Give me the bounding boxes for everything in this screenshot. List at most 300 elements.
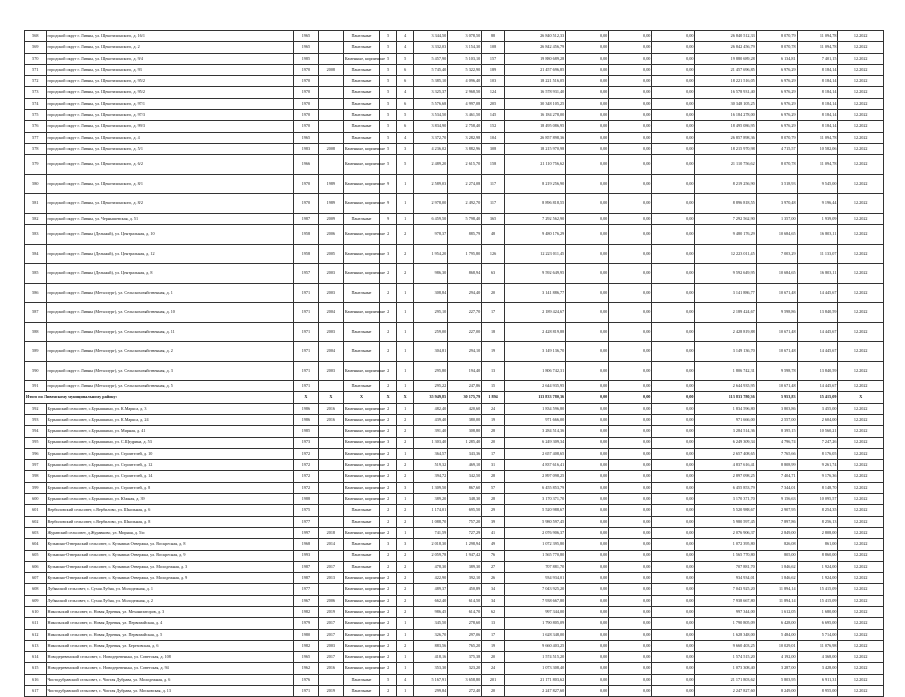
federal-funds-cell: 0,00 [566,283,609,303]
year-renovated-cell [318,550,343,561]
residents-cell: 365 [482,213,505,224]
year-renovated-cell: 2018 [318,527,343,538]
year-renovated-cell [318,584,343,595]
address-cell: городской округ г. Ливны, ул. Щекотихинского, д. 97/1 [46,98,293,109]
residents-cell: 39 [482,516,505,527]
unit-cost-cell: 7 765,66 [756,448,797,459]
floors-cell: 2 [380,607,397,618]
planned-date-cell: 12.2022 [838,663,884,674]
federal-funds-cell: 0,00 [566,561,609,572]
row-number-cell: 591 [25,381,47,392]
year-built-cell: 1967 [293,595,318,606]
repair-cost-cell: 16 578 931,40 [504,87,565,98]
year-built-cell: 1997 [293,527,318,538]
local-funds-cell: 0,00 [652,640,695,651]
federal-funds-cell: 0,00 [566,303,609,323]
living-area-cell: 1 795,80 [448,244,482,264]
wall-material-cell: Панельные [343,76,379,87]
floors-cell: 5 [380,121,397,132]
entrances-cell: 4 [397,31,414,42]
total-area-cell: 1 174,01 [414,505,448,516]
row-number-cell: 612 [25,629,47,640]
regional-funds-cell: 0,00 [609,53,652,64]
wall-material-cell: Каменные, кирпичные [343,607,379,618]
regional-funds-cell: 0,00 [609,110,652,121]
year-renovated-cell [318,121,343,132]
year-renovated-cell [318,42,343,53]
total-area-cell: 5 576,68 [414,98,448,109]
regional-funds-cell: 0,00 [609,505,652,516]
table-row [25,194,884,214]
residents-cell: 62 [482,607,505,618]
entrances-cell: 2 [397,437,414,448]
year-built-cell: 1971 [293,381,318,392]
year-renovated-cell: 2006 [318,225,343,245]
repair-cost-cell: 4 837 616,41 [504,460,565,471]
wall-material-cell: Каменные, кирпичные [343,471,379,482]
residents-cell: 41 [482,527,505,538]
owner-funds-cell: 1 628 348,00 [695,629,756,640]
entrances-cell: 1 [397,174,414,194]
living-area-cell: 278,60 [448,618,482,629]
entrances-cell: 1 [397,448,414,459]
owner-funds-cell: 2 644 935,95 [695,381,756,392]
year-built-cell: 1962 [293,663,318,674]
repair-cost-cell: 2 657 408,65 [504,448,565,459]
federal-funds-cell: 0,00 [566,110,609,121]
wall-material-cell: Панельные [343,31,379,42]
table-row [25,607,884,618]
total-area-cell: 2 059,78 [414,550,448,561]
repair-cost-cell: 9 480 176,29 [504,225,565,245]
unit-cost-cell: 10 684,65 [756,225,797,245]
table-row [25,482,884,493]
owner-funds-cell: 2 897 098,25 [695,471,756,482]
local-funds-cell: 0,00 [652,573,695,584]
unit-cost-cell: 6 976,29 [756,121,797,132]
unit-cost-cell: 4 192,00 [756,652,797,663]
planned-date-cell: 12.2022 [838,414,884,425]
local-funds-cell: 0,00 [652,264,695,284]
living-area-cell: 380,00 [448,414,482,425]
local-funds-cell: 0,00 [652,516,695,527]
table-row [25,225,884,245]
residents-cell: 34 [482,595,505,606]
local-funds-cell: 0,00 [652,663,695,674]
regional-funds-cell: 0,00 [609,414,652,425]
repair-cost-cell: 7 043 925,20 [504,584,565,595]
planned-date-cell: 12.2022 [838,471,884,482]
local-funds-cell: 0,00 [652,322,695,342]
table-row [25,361,884,381]
entrances-cell: 2 [397,471,414,482]
total-area-cell: 3 332,03 [414,42,448,53]
floors-cell: 2 [380,505,397,516]
local-funds-cell: 0,00 [652,595,695,606]
entrances-cell: 1 [397,686,414,697]
owner-funds-cell: 3 170 371,70 [695,494,756,505]
local-funds-cell: 0,00 [652,303,695,323]
local-funds-cell: 0,00 [652,283,695,303]
owner-funds-cell: 7 043 925,20 [695,584,756,595]
max-unit-cost-cell: 861,00 [797,539,838,550]
floors-cell: 2 [380,342,397,362]
max-unit-cost-cell: 3 428,00 [797,663,838,674]
planned-date-cell: 12.2022 [838,121,884,132]
residents-cell: 49 [482,539,505,550]
residents-cell: 20 [482,686,505,697]
table-row [25,663,884,674]
floors-cell: 2 [380,414,397,425]
max-unit-cost-cell: 15 415,09 [797,392,838,403]
year-built-cell: 1987 [293,573,318,584]
table-row [25,342,884,362]
total-area-cell: 741,59 [414,527,448,538]
year-built-cell: 1965 [293,132,318,143]
residents-cell: 26 [482,573,505,584]
row-number-cell: 585 [25,264,47,284]
federal-funds-cell: 0,00 [566,244,609,264]
federal-funds-cell: 0,00 [566,663,609,674]
local-funds-cell: 0,00 [652,448,695,459]
regional-funds-cell: 0,00 [609,573,652,584]
table-row [25,437,884,448]
unit-cost-cell: 1 612,05 [756,607,797,618]
regional-funds-cell: 0,00 [609,121,652,132]
federal-funds-cell: 0,00 [566,194,609,214]
entrances-cell: 6 [397,76,414,87]
regional-funds-cell: 0,00 [609,244,652,264]
year-renovated-cell [318,87,343,98]
table-row [25,76,884,87]
owner-funds-cell: 18 215 970,98 [695,143,756,154]
entrances-cell: 2 [397,505,414,516]
wall-material-cell: Каменные, кирпичные [343,437,379,448]
local-funds-cell: 0,00 [652,225,695,245]
year-built-cell: 1973 [293,437,318,448]
year-built-cell: 1975 [293,505,318,516]
local-funds-cell: 0,00 [652,437,695,448]
row-number-cell: 597 [25,460,47,471]
row-number-cell: 616 [25,674,47,685]
wall-material-cell: Каменные, кирпичные [343,640,379,651]
regional-funds-cell: 0,00 [609,426,652,437]
federal-funds-cell: 0,00 [566,414,609,425]
entrances-cell: 3 [397,143,414,154]
repair-cost-cell: 21 110 756,62 [504,155,565,175]
address-cell: городской округ г. Ливны (Дельный), ул. Центральная, д. 12 [46,244,293,264]
row-number-cell: 599 [25,482,47,493]
max-unit-cost-cell: 11 094,78 [797,42,838,53]
floors-cell: 2 [380,426,397,437]
entrances-cell: 1 [397,303,414,323]
living-area-cell: 1 298,94 [448,539,482,550]
address-cell: Бурышский сельсовет, с.Бурышкино, ул. К.Маркса, д. 24 [46,414,293,425]
owner-funds-cell: 30 348 105,25 [695,98,756,109]
unit-cost-cell: 7 344,01 [756,482,797,493]
year-renovated-cell: 2017 [318,561,343,572]
floors-cell: 2 [380,652,397,663]
entrances-cell: 6 [397,121,414,132]
year-built-cell: 1971 [293,283,318,303]
year-built-cell: 1977 [293,584,318,595]
year-built-cell: 1958 [293,244,318,264]
row-number-cell: 578 [25,143,47,154]
row-number-cell: 600 [25,494,47,505]
wall-material-cell: Панельные [343,322,379,342]
unit-cost-cell: 805,00 [756,550,797,561]
year-built-cell: 1979 [293,618,318,629]
local-funds-cell: 0,00 [652,618,695,629]
floors-cell: 2 [380,663,397,674]
local-funds-cell: 0,00 [652,414,695,425]
unit-cost-cell: 3 287,00 [756,663,797,674]
floors-cell: 3 [380,539,397,550]
owner-funds-cell: 997 344,00 [695,607,756,618]
repair-cost-cell: 1 072 395,80 [504,539,565,550]
total-area-cell: 364,57 [414,448,448,459]
living-area-cell: 308,80 [448,426,482,437]
wall-material-cell: Каменные, кирпичные [343,448,379,459]
repair-cost-cell: 1 574 515,20 [504,652,565,663]
living-area-cell: 194,40 [448,361,482,381]
local-funds-cell: 0,00 [652,98,695,109]
living-area-cell: 868,94 [448,264,482,284]
regional-funds-cell: 0,00 [609,361,652,381]
living-area-cell: 3 078,50 [448,31,482,42]
max-unit-cost-cell: 8 184,14 [797,87,838,98]
entrances-cell: 5 [397,110,414,121]
wall-material-cell: Каменные, кирпичные [343,264,379,284]
residents-cell: 158 [482,155,505,175]
total-area-cell: 394,72 [414,471,448,482]
year-built-cell: 1970 [293,64,318,75]
planned-date-cell: 12.2022 [838,584,884,595]
local-funds-cell: 0,00 [652,194,695,214]
year-renovated-cell [318,437,343,448]
total-area-cell: 5 457,90 [414,53,448,64]
federal-funds-cell: 0,00 [566,155,609,175]
regional-funds-cell: 0,00 [609,516,652,527]
address-cell: городской округ г. Ливны, ул. Щекотихинского, д. 16/1 [46,31,293,42]
wall-material-cell: Х [343,392,379,403]
year-built-cell: 1987 [293,213,318,224]
row-number-cell: 601 [25,505,47,516]
planned-date-cell: 12.2022 [838,674,884,685]
owner-funds-cell: 4 837 616,41 [695,460,756,471]
local-funds-cell: 0,00 [652,244,695,264]
planned-date-cell: 12.2022 [838,213,884,224]
row-number-cell: 571 [25,64,47,75]
floors-cell: 2 [380,584,397,595]
residents-cell: 57 [482,482,505,493]
wall-material-cell: Панельные [343,561,379,572]
repair-cost-cell: 997 344,00 [504,607,565,618]
federal-funds-cell: 0,00 [566,629,609,640]
table-row [25,143,884,154]
living-area-cell: 3 154,30 [448,42,482,53]
wall-material-cell: Панельные [343,550,379,561]
living-area-cell: 2 758,40 [448,121,482,132]
year-renovated-cell [318,53,343,64]
table-row [25,448,884,459]
year-renovated-cell [318,381,343,392]
wall-material-cell: Каменные, кирпичные [343,652,379,663]
local-funds-cell: 0,00 [652,686,695,697]
table-row [25,42,884,53]
address-cell: Никольский сельсовет, п. Новая Деревня, ул. Первомайская, д. 4 [46,618,293,629]
federal-funds-cell: 0,00 [566,361,609,381]
unit-cost-cell: 10 671,48 [756,381,797,392]
planned-date-cell: 12.2022 [838,595,884,606]
row-number-cell: 576 [25,121,47,132]
planned-date-cell: 12.2022 [838,426,884,437]
federal-funds-cell: 0,00 [566,573,609,584]
wall-material-cell: Каменные, кирпичные [343,426,379,437]
table-row [25,303,884,323]
entrances-cell: 4 [397,87,414,98]
wall-material-cell: Панельные [343,213,379,224]
year-renovated-cell [318,471,343,482]
row-number-cell: 570 [25,53,47,64]
owner-funds-cell: 16 184 278,00 [695,110,756,121]
row-number-cell: 593 [25,414,47,425]
row-number-cell: 606 [25,561,47,572]
total-area-cell: 5 745,40 [414,64,448,75]
floors-cell: 5 [380,42,397,53]
table-row [25,550,884,561]
row-number-cell: 569 [25,42,47,53]
wall-material-cell: Каменные, кирпичные [343,663,379,674]
living-area-cell: 294,10 [448,342,482,362]
planned-date-cell: 12.2022 [838,64,884,75]
living-area-cell: 3 658,80 [448,674,482,685]
year-renovated-cell [318,460,343,471]
table-row [25,460,884,471]
address-cell: Никольский сельсовет, п. Новая Деревня, ул. Первомайская, д. 5 [46,629,293,640]
total-area-cell: 1 309,50 [414,482,448,493]
repair-cost-cell: 1 834 596,80 [504,403,565,414]
local-funds-cell: 0,00 [652,607,695,618]
floors-cell: 2 [380,303,397,323]
entrances-cell: 2 [397,561,414,572]
federal-funds-cell: 0,00 [566,87,609,98]
year-renovated-cell: 2017 [318,618,343,629]
living-area-cell: 4 096,40 [448,76,482,87]
total-area-cell: 1 954,20 [414,244,448,264]
regional-funds-cell: 0,00 [609,482,652,493]
year-built-cell: 1970 [293,110,318,121]
year-built-cell: 1971 [293,342,318,362]
year-built-cell: 1965 [293,31,318,42]
living-area-cell: 343,36 [448,448,482,459]
federal-funds-cell: 0,00 [566,595,609,606]
max-unit-cost-cell: 9 545,00 [797,174,838,194]
regional-funds-cell: 0,00 [609,174,652,194]
owner-funds-cell: 1 574 515,20 [695,652,756,663]
residents-cell: 308 [482,143,505,154]
max-unit-cost-cell: 6 695,00 [797,618,838,629]
federal-funds-cell: 0,00 [566,121,609,132]
repair-cost-cell: 2 076 906,37 [504,527,565,538]
max-unit-cost-cell: 8 860,00 [797,550,838,561]
owner-funds-cell: 3 284 514,36 [695,426,756,437]
living-area-cell: 3 461,50 [448,110,482,121]
floors-cell: 2 [380,460,397,471]
wall-material-cell: Каменные, кирпичные [343,414,379,425]
living-area-cell: 1 285,40 [448,437,482,448]
repair-cost-cell: 934 934,01 [504,573,565,584]
floors-cell: 5 [380,155,397,175]
unit-cost-cell: 8 070,78 [756,155,797,175]
repair-cost-cell: 3 149 136,70 [504,342,565,362]
planned-date-cell: 12.2022 [838,155,884,175]
housing-register-table [24,30,884,697]
row-number-cell: Итого по Ливенскому муниципальному району: [25,392,294,403]
year-built-cell: 1972 [293,448,318,459]
repair-cost-cell: 26 840 512,33 [504,31,565,42]
local-funds-cell: 0,00 [652,361,695,381]
total-area-cell: 3 372,70 [414,132,448,143]
residents-cell: 24 [482,663,505,674]
max-unit-cost-cell: 14 445,67 [797,381,838,392]
table-row [25,322,884,342]
local-funds-cell: 0,00 [652,471,695,482]
residents-cell: 29 [482,505,505,516]
unit-cost-cell: 1 846,62 [756,573,797,584]
repair-cost-cell: 2 247 827,60 [504,686,565,697]
residents-cell: 201 [482,674,505,685]
regional-funds-cell: 0,00 [609,674,652,685]
local-funds-cell: 0,00 [652,392,695,403]
planned-date-cell: 12.2022 [838,607,884,618]
total-area-cell: 978,37 [414,225,448,245]
entrances-cell: 1 [397,527,414,538]
residents-cell: 124 [482,87,505,98]
repair-cost-cell: 3 141 886,77 [504,283,565,303]
living-area-cell: 469,10 [448,460,482,471]
residents-cell: 103 [482,76,505,87]
local-funds-cell: 0,00 [652,584,695,595]
owner-funds-cell: 1 073 308,40 [695,663,756,674]
address-cell: Лубянский сельсовет, с. Сухая Лубна, ул. Молодежная, д. 1 [46,584,293,595]
owner-funds-cell: 18 495 086,95 [695,121,756,132]
entrances-cell: 5 [397,155,414,175]
regional-funds-cell: 0,00 [609,342,652,362]
regional-funds-cell: 0,00 [609,527,652,538]
local-funds-cell: 0,00 [652,110,695,121]
year-renovated-cell [318,448,343,459]
table-row [25,629,884,640]
unit-cost-cell: 826,08 [756,539,797,550]
unit-cost-cell: 1 357,00 [756,213,797,224]
floors-cell: 2 [380,361,397,381]
owner-funds-cell: 8 896 818,55 [695,194,756,214]
federal-funds-cell: 0,00 [566,342,609,362]
floors-cell: 5 [380,674,397,685]
residents-cell: 13 [482,361,505,381]
residents-cell: 189 [482,64,505,75]
floors-cell: 2 [380,595,397,606]
address-cell: городской округ г. Ливны, ул. Чернышевская, д. 51 [46,213,293,224]
row-number-cell: 577 [25,132,47,143]
wall-material-cell: Панельные [343,674,379,685]
regional-funds-cell: 0,00 [609,652,652,663]
year-renovated-cell: 2009 [318,213,343,224]
row-number-cell: 583 [25,225,47,245]
repair-cost-cell: 2 897 098,25 [504,471,565,482]
federal-funds-cell: 0,00 [566,482,609,493]
